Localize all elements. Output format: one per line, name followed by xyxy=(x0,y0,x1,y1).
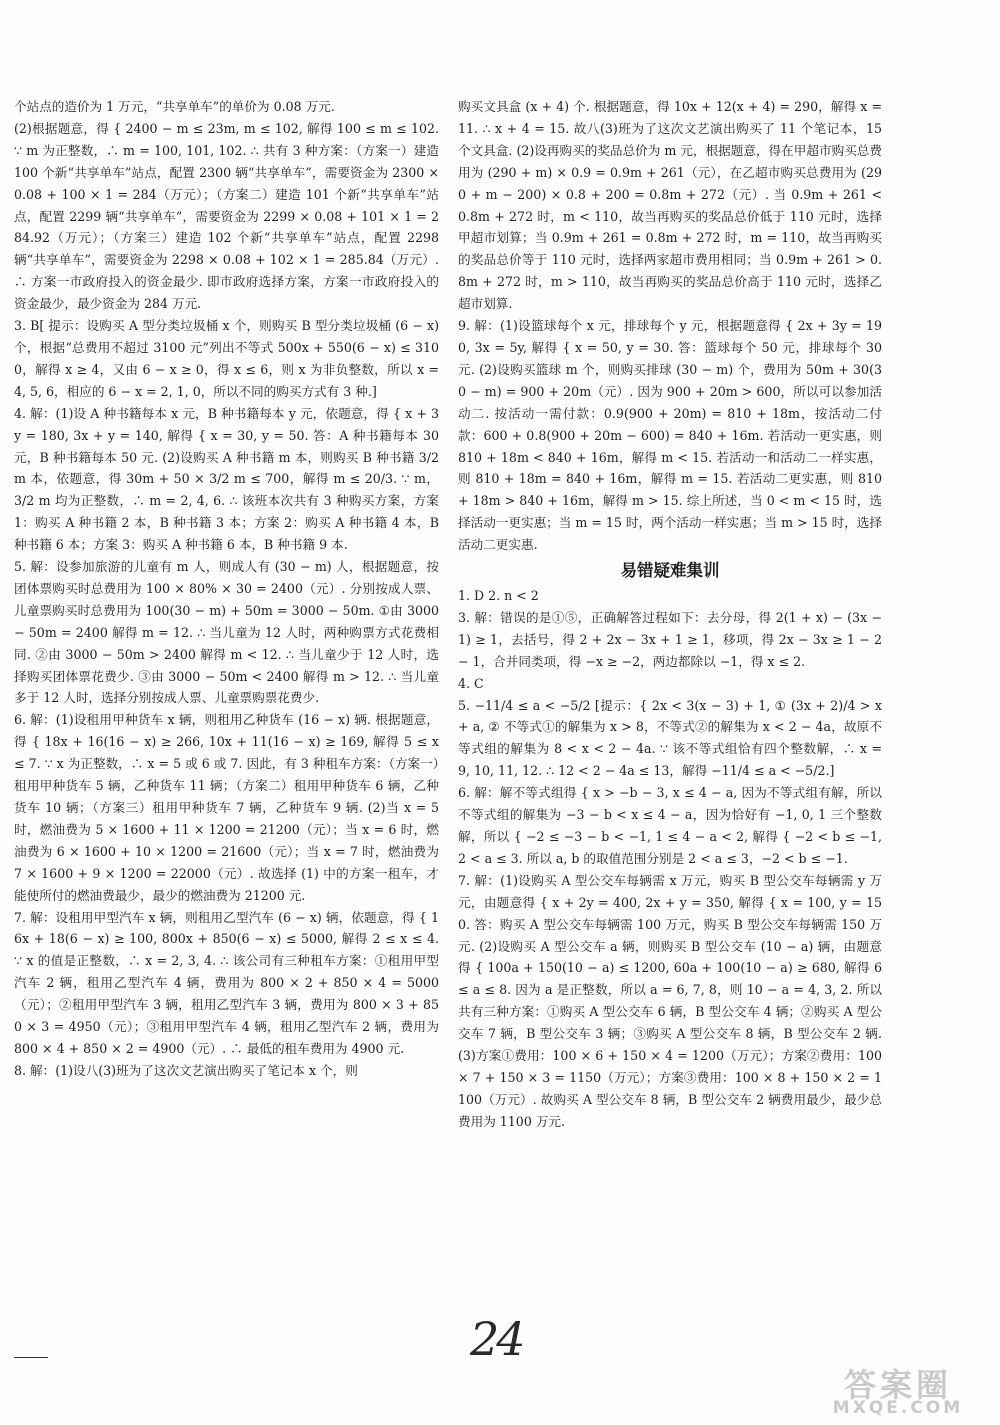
watermark-url: MXQE.COM xyxy=(832,1398,964,1418)
paragraph: 个站点的造价为 1 万元，“共享单车”的单价为 0.08 万元. xyxy=(14,99,335,114)
left-column xyxy=(14,96,439,1082)
watermark-title: 答案圈 xyxy=(843,1366,952,1404)
paragraph: 8. 解：(1)设八(3)班为了这次文艺演出购买了笔记本 x 个，则 xyxy=(14,1062,358,1078)
right-column xyxy=(458,96,882,1133)
footer-rule xyxy=(14,1357,48,1358)
exercise-item: 7. 解：(1)设购买 A 型公交车每辆需 x 万元，购买 B 型公交车每辆需 y 万元，由题意得 { x + 2y = 400, 2x + y = 350, 解得 { x = 100, y = 150. 答：购买 A 型公交车每辆需 100 万元，购买 B 型公交车每辆需 150 万元. (2)设购买 A 型公交车 a 辆，则购买 B 型公交车 (10 − a) 辆，由题意得 { 100a + 150(10 − a) ≤ 1200, 60a + 100(10 − a) ≥ 680, 解得 6 ≤ a ≤ 8. 因为 a 是正整数，所以 a = 6, 7, 8，则 10 − a = 4, 3, 2. 所以共有三种方案：①购买 A 型公交车 6 辆，B 型公交车 4 辆；②购买 A 型公交车 7 辆，B 型公交车 3 辆；③购买 A 型公交车 8 辆，B 型公交车 2 辆. (3)方案①费用：100 × 6 + 150 × 4 = 1200（万元）；方案②费用：100 × 7 + 150 × 3 = 1150（万元）；方案③费用：100 × 8 + 150 × 2 = 1100（万元）. 故购买 A 型公交车 8 辆，B 型公交车 2 辆费用最少，最少总费用为 1100 万元. xyxy=(458,872,882,1129)
exercise-item: 1. D 2. n < 2 xyxy=(458,588,539,604)
paragraph: 购买文具盒 (x + 4) 个. 根据题意，得 10x + 12(x + 4) = 290，解得 x = 11. ∴ x + 4 = 15. 故八(3)班为了这次文艺演出购买了 11 个笔记本，15 个文具盒. (2)设再购买的奖品总价为 m 元，根据题意，得在甲超市购买总费用为 (290 + m) × 0.9 = 0.9m + 261（元），在乙超市购买总费用为 (290 + m − 200) × 0.8 + 200 = 0.8m + 272（元）. 当 0.9m + 261 < 0.8m + 272 时，m < 110，故当再购买的奖品总价低于 110 元时，选择甲超市划算；当 0.9m + 261 = 0.8m + 272 时，m = 110，故当再购买的奖品总价等于 110 元时，选择两家超市费用相同；当 0.9m + 261 > 0.8m + 272 时，m > 110，故当再购买的奖品总价高于 110 元时，选择乙超市划算. xyxy=(458,99,882,312)
exercise-item: 6. 解：解不等式组得 { x > −b − 3, x ≤ 4 − a, 因为不等式组有解，所以不等式组的解集为 −3 − b < x ≤ 4 − a，因为恰好有 −1, 0, 1 三个整数解，所以 { −2 ≤ −3 − b < −1, 1 ≤ 4 − a < 2, 解得 { −2 < b ≤ −1, 2 < a ≤ 3. 所以 a, b 的取值范围分别是 2 < a ≤ 3，−2 < b ≤ −1. xyxy=(458,785,882,866)
exercise-item: 4. C xyxy=(458,675,484,691)
exercise-item: 5. −11/4 ≤ a < −5/2 [提示：{ 2x < 3(x − 3) + 1, ① (3x + 2)/4 > x + a, ② 不等式①的解集为 x > 8，不等式②的解集为 x < 2 − 4a，故原不等式组的解集为 8 < x < 2 − 4a. ∵ 该不等式组恰有四个整数解，∴ x = 9, 10, 11, 12. ∴ 12 < 2 − 4a ≤ 13，解得 −11/4 ≤ a < −5/2.] xyxy=(458,697,882,779)
paragraph: 9. 解：(1)设篮球每个 x 元，排球每个 y 元，根据题意得 { 2x + 3y = 190, 3x = 5y, 解得 { x = 50, y = 30. 答：篮球每个 50 元，排球每个 30 元. (2)设购买篮球 m 个，则购买排球 (30 − m) 个，费用为 50m + 30(30 − m) = 900 + 20m（元）. 因为 900 + 20m > 600，所以可以参加活动二. 按活动一需付款：0.9(900 + 20m) = 810 + 18m，按活动二付款：600 + 0.8(900 + 20m − 600) = 840 + 16m. 若活动一更实惠，则 810 + 18m < 840 + 16m，解得 m < 15. 若活动一和活动二一样实惠，则 810 + 18m = 840 + 16m，解得 m = 15. 若活动二更实惠，则 810 + 18m > 840 + 16m，解得 m > 15. 综上所述，当 0 < m < 15 时，选择活动一更实惠；当 m = 15 时，两个活动一样实惠；当 m > 15 时，选择活动二更实惠. xyxy=(458,318,882,553)
paragraph: 3. B[ 提示：设购买 A 型分类垃圾桶 x 个，则购买 B 型分类垃圾桶 (6 − x) 个，根据“总费用不超过 3100 元”列出不等式 500x + 550(6 − x) ≤ 3100，解得 x ≥ 4，又由 6 − x ≥ 0，得 x ≤ 6，则 x 为非负整数，所以 x = 4, 5, 6，相应的 6 − x = 2, 1, 0，所以不同的购买方式有 3 种.] xyxy=(14,318,439,399)
section-title: 易错疑难集训 xyxy=(620,561,720,581)
exercise-item: 3. 解：错误的是①⑤，正确解答过程如下：去分母，得 2(1 + x) − (3x − 1) ≥ 1，去括号，得 2 + 2x − 3x + 1 ≥ 1，移项，得 2x − 3x ≥ 1 − 2 − 1，合并同类项，得 −x ≥ −2，两边都除以 −1，得 x ≤ 2. xyxy=(458,609,882,669)
paragraph: 4. 解：(1)设 A 种书籍每本 x 元，B 种书籍每本 y 元，依题意，得 { x + 3y = 180, 3x + y = 140, 解得 { x = 30, y = 50. 答：A 种书籍每本 30 元，B 种书籍每本 50 元. (2)设购买 A 种书籍 m 本，则购买 B 种书籍 3/2 m 本，依题意，得 30m + 50 × 3/2 m ≤ 700，解得 m ≤ 20/3. ∵ m，3/2 m 均为正整数，∴ m = 2, 4, 6. ∴ 该班本次共有 3 种购买方案，方案 1：购买 A 种书籍 2 本，B 种书籍 3 本；方案 2：购买 A 种书籍 4 本，B 种书籍 6 本；方案 3：购买 A 种书籍 6 本，B 种书籍 9 本. xyxy=(14,405,439,553)
paragraph: 7. 解：设租用甲型汽车 x 辆，则租用乙型汽车 (6 − x) 辆，依题意，得 { 16x + 18(6 − x) ≥ 100, 800x + 850(6 − x) ≤ 5000, 解得 2 ≤ x ≤ 4. ∵ x 的值是正整数，∴ x = 2, 3, 4. ∴ 该公司有三种租车方案：①租用甲型汽车 2 辆，租用乙型汽车 4 辆，费用为 800 × 2 + 850 × 4 = 5000（元）；②租用甲型汽车 3 辆，租用乙型汽车 3 辆，费用为 800 × 3 + 850 × 3 = 4950（元）；③租用甲型汽车 4 辆，租用乙型汽车 2 辆，费用为 800 × 4 + 850 × 2 = 4900（元）. ∴ 最低的租车费用为 4900 元. xyxy=(14,909,439,1056)
paragraph: 5. 解：设参加旅游的儿童有 m 人，则成人有 (30 − m) 人，根据题意，按团体票购买时总费用为 100 × 80% × 30 = 2400（元）. 分别按成人票、儿童票购买时总费用为 100(30 − m) + 50m = 3000 − 50m. ①由 3000 − 50m = 2400 解得 m = 12. ∴ 当儿童为 12 人时，两种购票方式花费相同. ②由 3000 − 50m > 2400 解得 m < 12. ∴ 当儿童少于 12 人时，选择购买团体票花费少. ③由 3000 − 50m < 2400 解得 m > 12. ∴ 当儿童多于 12 人时，选择分别按成人票、儿童票购票花费少. xyxy=(14,559,439,706)
watermark-logo xyxy=(818,1360,978,1420)
paragraph: 6. 解：(1)设租用甲种货车 x 辆，则租用乙种货车 (16 − x) 辆. 根据题意，得 { 18x + 16(16 − x) ≥ 266, 10x + 11(16 − x) ≥ 169, 解得 5 ≤ x ≤ 7. ∵ x 为正整数，∴ x = 5 或 6 或 7. 因此，有 3 种租车方案：（方案一）租用甲种货车 5 辆，乙种货车 11 辆；（方案二）租用甲种货车 6 辆，乙种货车 10 辆；（方案三）租用甲种货车 7 辆，乙种货车 9 辆. (2)当 x = 5 时，燃油费为 5 × 1600 + 11 × 1200 = 21200（元）；当 x = 6 时，燃油费为 6 × 1600 + 10 × 1200 = 21600（元）；当 x = 7 时，燃油费为 7 × 1600 + 9 × 1200 = 22000（元）. 故选择 (1) 中的方案一租车，才能使所付的燃油费最少，最少的燃油费为 21200 元. xyxy=(14,712,439,903)
page-number: 24 xyxy=(470,1312,523,1366)
paragraph: (2)根据题意，得 { 2400 − m ≤ 23m, m ≤ 102, 解得 100 ≤ m ≤ 102. ∵ m 为正整数，∴ m = 100, 101, 102. ∴ 共有 3 种方案：（方案一）建造 100 个新“共享单车”站点，配置 2300 辆“共享单车”，需要资金为 2300 × 0.08 + 100 × 1 = 284（万元）；（方案二）建造 101 个新“共享单车”站点，配置 2299 辆“共享单车”，需要资金为 2299 × 0.08 + 101 × 1 = 284.92（万元）；（方案三）建造 102 个新“共享单车”站点，配置 2298 辆“共享单车”，需要资金为 2298 × 0.08 + 102 × 1 = 285.84（万元）. ∴ 方案一市政府投入的资金最少. 即市政府选择方案，方案一市政府投入的资金最少，最少资金为 284 万元. xyxy=(14,120,439,312)
